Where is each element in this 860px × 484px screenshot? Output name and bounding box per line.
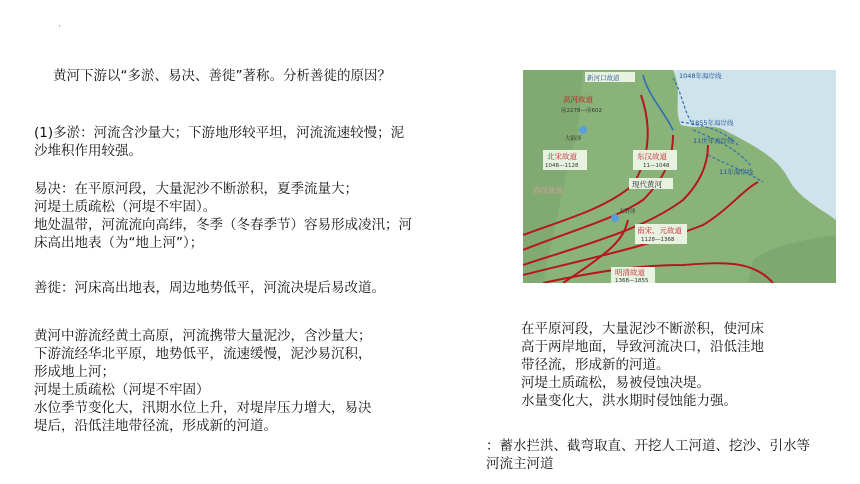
lake-dayeze <box>611 214 619 222</box>
label-southern-song: 南宋、元故道 <box>637 226 682 235</box>
label-daluze: 大陆泽 <box>565 136 582 142</box>
text-line: 床高出地表（为“地上河”）； <box>34 235 204 251</box>
label-ancient-course: 高河故道 <box>563 95 593 104</box>
label-eastern-han: 东汉故道 <box>637 152 667 161</box>
text-line: 地处温带，河流流向高纬，冬季（冬春季节）容易形成凌汛；河 <box>34 217 412 233</box>
answer-block-shifting <box>34 279 385 297</box>
label-eastern-han-dates: 11—1048 <box>643 163 670 169</box>
text-line: 形成地上河； <box>34 364 115 380</box>
measures-block <box>486 437 860 473</box>
label-ming-qing: 明清故道 <box>615 268 645 277</box>
text-line: 在平原河段，大量泥沙不断淤积，使河床 <box>521 321 764 337</box>
label-dayeze: 大野泽 <box>619 209 636 215</box>
label-western-han: 西汉故道 <box>533 186 563 195</box>
text-line: 善徙：河床高出地表，周边地势低平，河流决堤后易改道。 <box>34 280 385 296</box>
text-line: 带径流，形成新的河道。 <box>521 357 670 373</box>
label-southern-song-dates: 1128—1368 <box>641 237 675 243</box>
text-line: 沙堆积作用较强。 <box>34 143 142 159</box>
label-coast-1048: 1048年海岸线 <box>679 72 722 80</box>
label-ancient-dates: 前2278—前602 <box>561 108 602 114</box>
label-northern-song-dates: 1048—1128 <box>545 163 579 169</box>
text-line: 水量变化大，洪水期时侵蚀能力强。 <box>521 393 737 409</box>
text-line: 易决：在平原河段，大量泥沙不断淤积，夏季流量大； <box>34 181 358 197</box>
text-line: 河堤土质疏松（河堤不牢固） <box>34 382 210 398</box>
label-ming-qing-dates: 1368—1855 <box>615 278 649 283</box>
text-line: 高于两岸地面，导致河流决口，沿低洼地 <box>521 339 764 355</box>
text-line: 水位季节变化大，汛期水位上升，对堤岸压力增大，易决 <box>34 400 372 416</box>
label-coast-11c: 11世年海岸线 <box>693 137 734 145</box>
explanation-block <box>34 327 372 435</box>
right-explanation-block <box>521 320 764 410</box>
text-line: 河堤土质疏松，易被侵蚀决堤。 <box>521 375 710 391</box>
label-northern-song: 北宋故道 <box>547 152 577 161</box>
label-coast-11: 11年海岸线 <box>719 168 754 176</box>
text-line: (1)多淤：河流含沙量大；下游地形较平坦，河流流速较慢；泥 <box>34 125 405 141</box>
text-line: 下游流经华北平原，地势低平，流速缓慢，泥沙易沉积， <box>34 346 372 362</box>
text-line: ：蓄水拦洪、截弯取直、开挖人工河道、挖沙、引水等 <box>486 438 810 454</box>
question-text: 黄河下游以“多淤、易决、善徙”著称。分析善徙的原因？ <box>53 68 391 84</box>
label-modern-river: 现代黄河 <box>632 180 662 189</box>
text-line: 河流主河道 <box>486 456 554 472</box>
yellow-river-course-map <box>523 70 836 283</box>
label-coast-1855: 1855年海岸线 <box>691 119 734 127</box>
text-line: 堤后，沿低洼地带径流，形成新的河道。 <box>34 418 277 434</box>
text-line: 河堤土质疏松（河堤不牢固）。 <box>34 199 217 215</box>
answer-block-silting <box>34 124 404 160</box>
text-line: 黄河中游流经黄土高原，河流携带大量泥沙，含沙量大； <box>34 328 372 344</box>
corner-mark: · <box>58 22 61 32</box>
label-new-estuary: 新河口故道 <box>587 74 620 82</box>
lake-daluze <box>579 126 587 134</box>
answer-block-breaching <box>34 180 412 252</box>
